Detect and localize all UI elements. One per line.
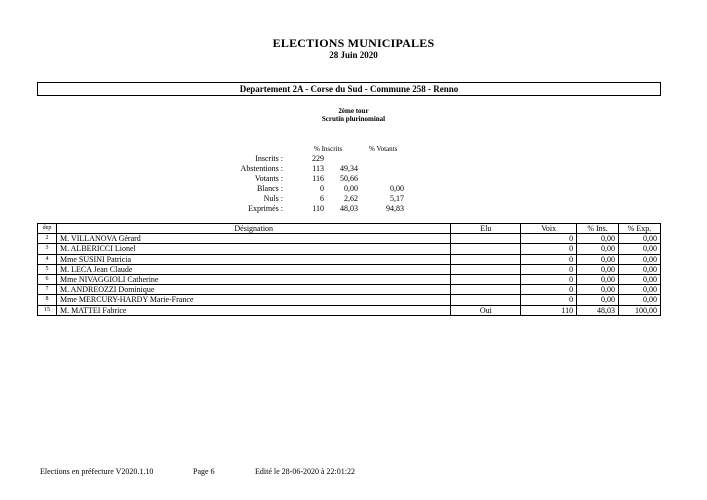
cell-elu xyxy=(451,274,521,284)
stat-pct-vot-blancs: 0,00 xyxy=(390,184,404,193)
cell-voix: 0 xyxy=(521,234,577,244)
stat-value-votants: 116 xyxy=(312,174,324,183)
cell-exp: 0,00 xyxy=(619,274,661,284)
cell-ins: 0,00 xyxy=(577,234,619,244)
table-row xyxy=(38,274,661,284)
cell-voix: 0 xyxy=(521,274,577,284)
cell-exp: 0,00 xyxy=(619,285,661,295)
cell-exp: 100,00 xyxy=(619,305,661,315)
col-pct-exp: % Exp. xyxy=(619,224,661,234)
table-row xyxy=(38,285,661,295)
stats-header-pct-votants: % Votants xyxy=(369,145,398,153)
cell-dep: 8 xyxy=(38,295,57,305)
stat-label-votants: Votants : xyxy=(254,174,283,183)
stat-value-blancs: 0 xyxy=(320,184,324,193)
table-row xyxy=(38,254,661,264)
cell-voix: 0 xyxy=(521,264,577,274)
cell-dep: 6 xyxy=(38,274,57,284)
cell-voix: 0 xyxy=(521,295,577,305)
stat-label-abstentions: Abstentions : xyxy=(240,164,283,173)
col-pct-ins: % Ins. xyxy=(577,224,619,234)
cell-elu: Oui xyxy=(451,305,521,315)
cell-exp: 0,00 xyxy=(619,244,661,254)
stat-label-nuls: Nuls : xyxy=(263,194,283,203)
department-banner: Departement 2A - Corse du Sud - Commune 258 - Renno xyxy=(37,82,661,96)
stats-header-pct-inscrits: % Inscrits xyxy=(314,145,343,153)
stat-value-abstentions: 113 xyxy=(312,164,324,173)
cell-name: M. ANDREOZZI Dominique xyxy=(56,285,451,295)
cell-voix: 110 xyxy=(521,305,577,315)
stat-value-inscrits: 229 xyxy=(312,154,324,163)
scrutin-label: Scrutin plurinominal xyxy=(321,115,386,123)
cell-name: M. VILLANOVA Gérard xyxy=(56,234,451,244)
cell-ins: 0,00 xyxy=(577,295,619,305)
cell-exp: 0,00 xyxy=(619,295,661,305)
cell-exp: 0,00 xyxy=(619,254,661,264)
results-table xyxy=(37,223,661,316)
stat-label-blancs: Blancs : xyxy=(257,184,283,193)
footer-software: Elections en préfecture V2020.1.10 xyxy=(40,467,154,476)
cell-elu xyxy=(451,264,521,274)
col-elu: Elu xyxy=(451,224,521,234)
cell-elu xyxy=(451,234,521,244)
cell-ins: 0,00 xyxy=(577,244,619,254)
cell-ins: 48,03 xyxy=(577,305,619,315)
page-title: ELECTIONS MUNICIPALES xyxy=(272,36,435,50)
cell-exp: 0,00 xyxy=(619,264,661,274)
cell-ins: 0,00 xyxy=(577,274,619,284)
stat-pct-vot-exprimes: 94,83 xyxy=(386,204,404,213)
cell-name: M. ALBERICCI Lionel xyxy=(56,244,451,254)
table-header-row xyxy=(38,224,661,234)
stat-value-exprimes: 110 xyxy=(312,204,324,213)
cell-voix: 0 xyxy=(521,244,577,254)
cell-name: M. MATTEI Fabrice xyxy=(56,305,451,315)
cell-dep: 4 xyxy=(38,254,57,264)
cell-ins: 0,00 xyxy=(577,264,619,274)
round-label: 2ème tour xyxy=(338,107,369,115)
cell-name: Mme SUSINI Patricia xyxy=(56,254,451,264)
election-date: 28 Juin 2020 xyxy=(329,50,378,60)
cell-dep: 3 xyxy=(38,244,57,254)
cell-elu xyxy=(451,244,521,254)
stat-pct-ins-abstentions: 49,34 xyxy=(340,164,358,173)
cell-dep: 5 xyxy=(38,264,57,274)
table-row xyxy=(38,295,661,305)
stat-value-nuls: 6 xyxy=(320,194,324,203)
stat-pct-ins-votants: 50,66 xyxy=(340,174,358,183)
col-dep: dep xyxy=(38,224,57,234)
cell-dep: 15 xyxy=(38,305,57,315)
cell-ins: 0,00 xyxy=(577,254,619,264)
table-row xyxy=(38,244,661,254)
cell-name: M. LECA Jean Claude xyxy=(56,264,451,274)
cell-dep: 2 xyxy=(38,234,57,244)
cell-elu xyxy=(451,295,521,305)
cell-elu xyxy=(451,285,521,295)
cell-name: Mme MERCURY-HARDY Marie-France xyxy=(56,295,451,305)
stat-label-inscrits: Inscrits : xyxy=(255,154,283,163)
footer-edited: Edité le 28-06-2020 à 22:01:22 xyxy=(255,467,355,476)
col-designation: Désignation xyxy=(56,224,451,234)
cell-name: Mme NIVAGGIOLI Catherine xyxy=(56,274,451,284)
stat-label-exprimes: Exprimés : xyxy=(248,204,283,213)
table-row xyxy=(38,234,661,244)
stat-pct-ins-blancs: 0,00 xyxy=(344,184,358,193)
cell-dep: 7 xyxy=(38,285,57,295)
stat-pct-vot-nuls: 5,17 xyxy=(390,194,404,203)
col-voix: Voix xyxy=(521,224,577,234)
footer-page: Page 6 xyxy=(193,467,215,476)
stat-pct-ins-nuls: 2,62 xyxy=(344,194,358,203)
cell-voix: 0 xyxy=(521,254,577,264)
table-row xyxy=(38,264,661,274)
cell-exp: 0,00 xyxy=(619,234,661,244)
cell-voix: 0 xyxy=(521,285,577,295)
cell-elu xyxy=(451,254,521,264)
cell-ins: 0,00 xyxy=(577,285,619,295)
stat-pct-ins-exprimes: 48,03 xyxy=(340,204,358,213)
table-row xyxy=(38,305,661,315)
